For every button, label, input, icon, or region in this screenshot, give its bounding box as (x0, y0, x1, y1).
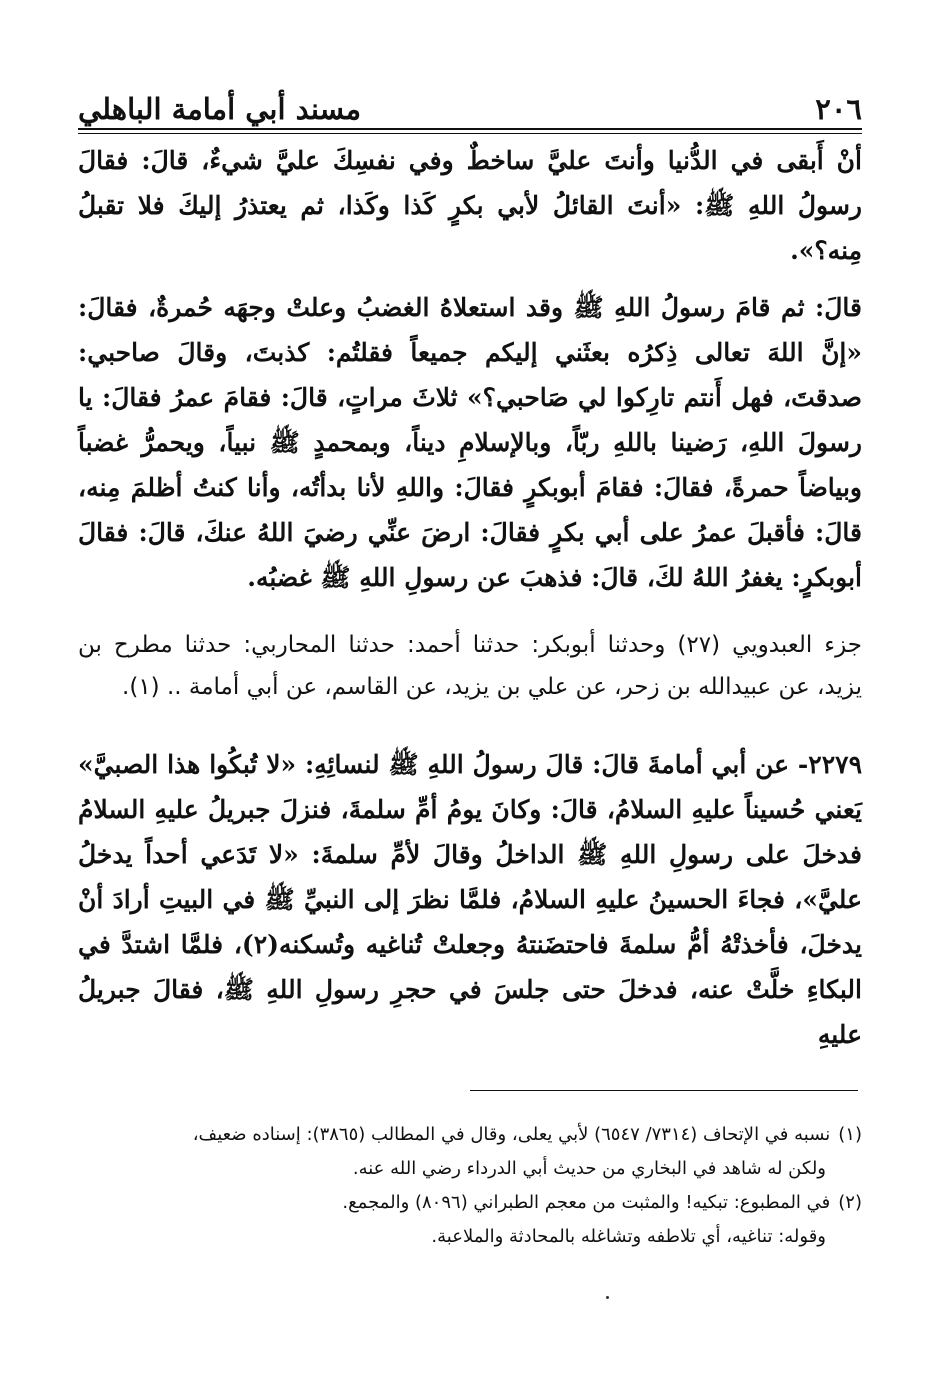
page-number: ٢٠٦ (815, 92, 862, 126)
paragraph-2: قالَ: ثم قامَ رسولُ اللهِ ﷺ وقد استعلاهُ الغضبُ وعلتْ وجهَه حُمرةٌ، فقالَ: «إنَّ اللهَ تعالى ذِكرُه بعثَني إليكم جميعاً فقلتُم: كذبتَ، وقالَ صاحبي: صدقتَ، فهل أَنتم تارِكوا لي صَاحبي؟» ثلاثَ مراتٍ، قالَ: فقامَ عمرُ فقالَ: يا رسولَ اللهِ، رَضينا باللهِ ربّاً، وبالإسلامِ ديناً، وبمحمدٍ ﷺ نبياً، ويحمرُّ غضباً وبياضاً حمرةً، فقالَ: فقامَ أبوبكرٍ فقالَ: واللهِ لأنا بدأتُه، وأنا كنتُ أظلمَ مِنه، قالَ: فأقبلَ عمرُ على أبي بكرٍ فقالَ: ارضَ عنِّي رضيَ اللهُ عنكَ، قالَ: فقالَ أبوبكرٍ: يغفرُ اللهُ لكَ، قالَ: فذهبَ عن رسولِ اللهِ ﷺ غضبُه. (78, 293, 862, 592)
paragraph-3-source: جزء العبدويي (٢٧) وحدثنا أبوبكر: حدثنا أحمد: حدثنا المحاربي: حدثنا مطرح بن يزيد، عن عبيدالله بن زحر، عن علي بن يزيد، عن القاسم، عن أبي أمامة .. (١). (78, 632, 862, 700)
footnote-2-line-1 (78, 1186, 862, 1220)
paragraph-1: أنْ أَبقى في الدُّنيا وأنتَ عليَّ ساخطٌ وفي نفسِكَ عليَّ شيءٌ، قالَ: فقالَ رسولُ اللهِ ﷺ: «أنتَ القائلُ لأبي بكرٍ كَذا وكَذا، ثم يعتذرُ إليكَ فلا تقبلُ مِنه؟». (78, 146, 862, 265)
footnote-1-line-1 (78, 1118, 862, 1152)
footnote-2-number: (٢) (838, 1192, 862, 1213)
main-text (78, 138, 862, 1057)
footnote-separator (470, 1090, 858, 1091)
footnote-1-line-2: ولكن له شاهد في البخاري من حديث أبي الدرداء رضي الله عنه. (352, 1158, 826, 1179)
footnote-2-line-2: وقوله: تناغيه، أي تلاطفه وتشاغله بالمحادثة والملاعبة. (431, 1226, 826, 1247)
page-header (78, 86, 862, 126)
footnote-2-text: في المطبوع: تبكيه! والمثبت من معجم الطبراني (٨٠٩٦) والمجمع. (342, 1192, 831, 1213)
footnote-1-text: نسبه في الإتحاف (٧٣١٤/ ٦٥٤٧) لأبي يعلى، وقال في المطالب (٣٨٦٥): إسناده ضعيف، (192, 1124, 831, 1145)
header-rule (78, 128, 862, 134)
footnotes (78, 1118, 862, 1254)
running-title: مسند أبي أمامة الباهلي (78, 92, 362, 126)
footnote-1-number: (١) (838, 1124, 862, 1145)
page-mark-dot (606, 1296, 609, 1299)
paragraph-4-hadith-2279: ٢٢٧٩- عن أبي أمامةَ قالَ: قالَ رسولُ اللهِ ﷺ لنسائِهِ: «لا تُبكُوا هذا الصبيَّ» يَعني حُسيناً عليهِ السلامُ، قالَ: وكانَ يومُ أمِّ سلمةَ، فنزلَ جبريلُ عليهِ السلامُ فدخلَ على رسولِ اللهِ ﷺ الداخلُ وقالَ لأمِّ سلمةَ: «لا تَدَعي أحداً يدخلُ عليَّ»، فجاءَ الحسينُ عليهِ السلامُ، فلمَّا نظرَ إلى النبيِّ ﷺ في البيتِ أرادَ أنْ يدخلَ، فأخذتْهُ أمُّ سلمةَ فاحتضَنتهُ وجعلتْ تُناغيه وتُسكنه(٢)، فلمَّا اشتدَّ في البكاءِ خلَّتْ عنه، فدخلَ حتى جلسَ في حجرِ رسولِ اللهِ ﷺ، فقالَ جبريلُ عليهِ (78, 750, 863, 1049)
